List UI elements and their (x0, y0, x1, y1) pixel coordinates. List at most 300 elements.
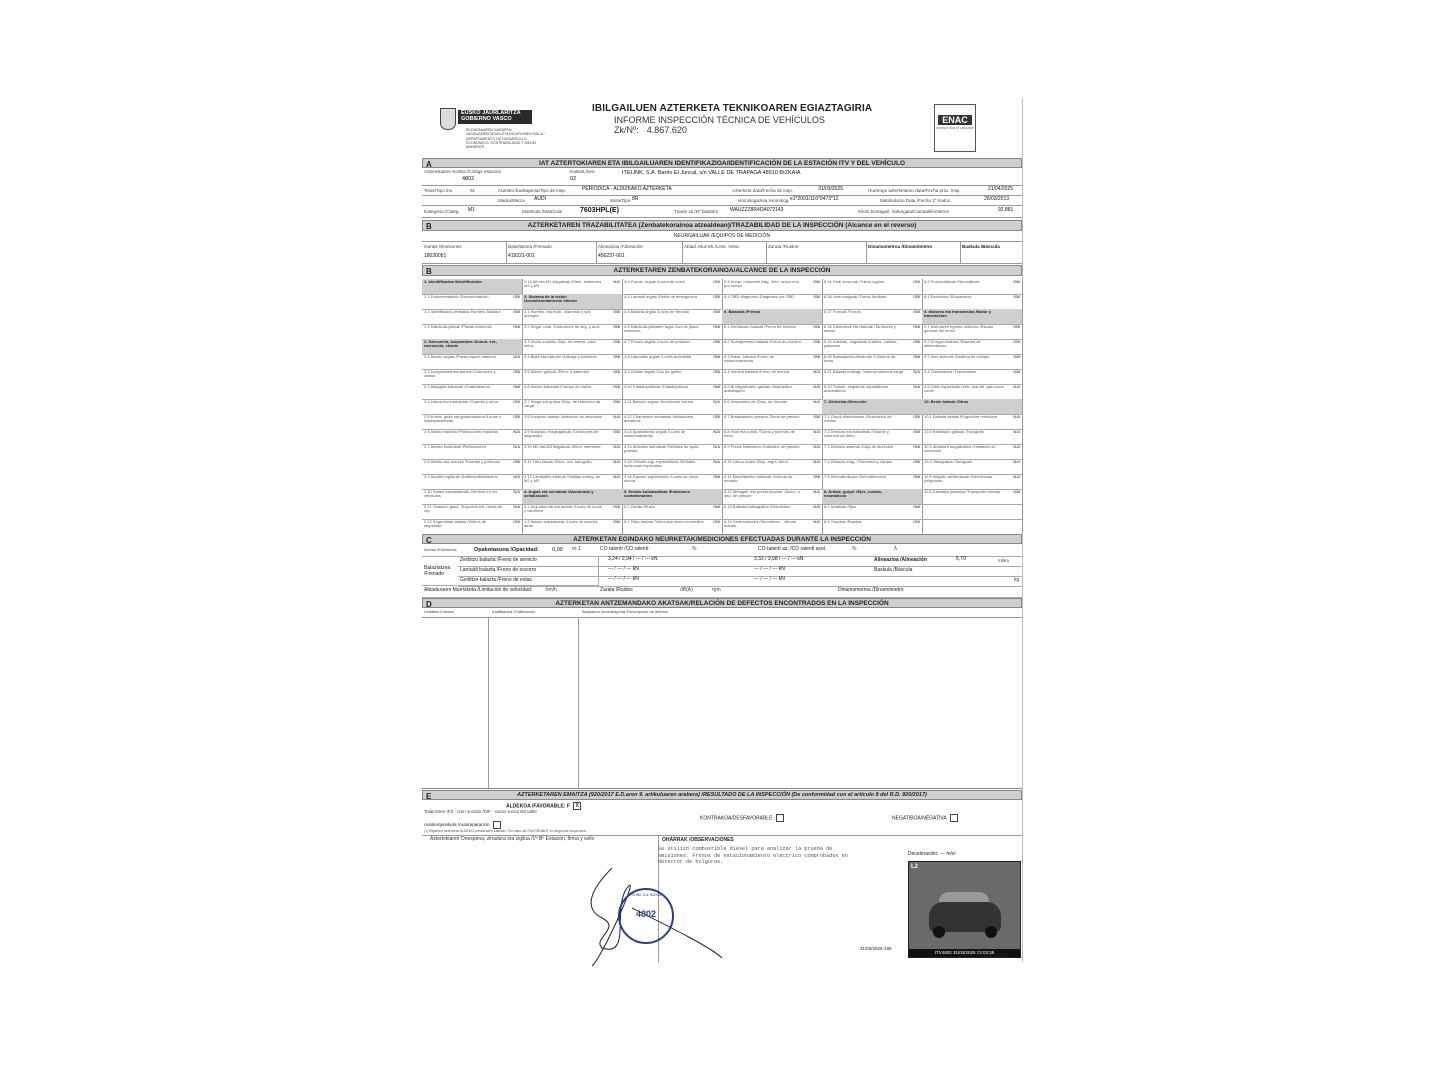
scope-item-result: N/A (813, 504, 820, 509)
defects-table (422, 618, 1022, 789)
scope-item-label: 6.9 Presio bateriaren /Indicador de presión (724, 444, 800, 449)
scope-item-label: 2.11 Osasuno gauz. /Soportes ext. rueda de rep. (424, 504, 503, 514)
speed-limit-label: Abiaduraren Murrizketa /Limitación de velocidad: (424, 587, 533, 593)
braking-label: Balaztatzea /Frenado (424, 565, 451, 577)
equipment-header: Balaztatzea /Frenado (508, 244, 552, 249)
scope-item-result: 056 (1013, 489, 1020, 494)
scope-item-result: N/A (813, 384, 820, 389)
scope-item-label: 9.2 Erregai sistema /Sistema de alimentación (924, 339, 981, 349)
scope-item-label: 10.5 Ibilgailu arriskutsuak /Mercancías peligrosas (924, 474, 993, 484)
scope-column (622, 279, 723, 534)
brand-value: AUDI (534, 196, 546, 202)
lambda-label: λ (894, 546, 897, 552)
scope-item-label: 6.18 Danborrak eta diskoak /Tambores y discos (824, 324, 896, 334)
scope-item-label: 10.1 Balazta ainkak /Enganche remolque (924, 414, 997, 419)
scope-column (422, 279, 523, 534)
scope-item (922, 324, 1022, 340)
scope-item-label: 6.19 Kableak, hagaxkak /Cables, varillas, palancas (824, 339, 898, 349)
number-label: Zk/Nº: (614, 124, 639, 135)
scope-item (522, 324, 622, 340)
emergency-brake-label: Larrialdi balazta /Freno de socorro (460, 567, 537, 573)
signature-label: Aztertokiaren Onespena, zinadura eta zigilua /Vº Bº Estación, firma y sello (430, 836, 595, 842)
section-letter: D (426, 600, 432, 609)
scope-item (722, 279, 822, 295)
scope-item (622, 504, 722, 520)
vehicle-row (422, 196, 1022, 206)
scope-item-result: 056 (613, 339, 620, 344)
scope-item-label: 10.6 Eskolako garraioa /Transporte escolar (924, 489, 1001, 494)
scope-item (422, 279, 522, 295)
scope-item (922, 474, 1022, 490)
scope-item-label: 4.10 Katadioptrikoak /Catadióptricos (624, 384, 689, 389)
scope-item-result: 056 (913, 294, 920, 299)
scope-item (422, 474, 522, 490)
section-b-header (422, 220, 1022, 231)
vehicle-photo (908, 861, 1021, 958)
scope-item (622, 369, 722, 385)
scope-item-result: 056 (713, 279, 720, 284)
scope-item-result: 056 (813, 354, 820, 359)
scope-item-label: 6.12 Metagail. eta presio-deposit. /Acum. o dep. de presión (724, 489, 801, 499)
scope-item-label: 3.2 Segur. uhal. /Cinturones de seg. y ancl. (524, 324, 601, 329)
scope-item-label: 2.2 Kanpoaldea eta aurrea /Carrocería y chasis (424, 369, 496, 379)
scope-item (622, 414, 722, 430)
scope-item-label: 1.1 Dokumentazioa /Documentación (424, 294, 489, 299)
scope-item (722, 339, 822, 355)
scope-item (722, 519, 822, 535)
previous-label: Aurreko ikuskapena/Tipo de insp. (498, 188, 567, 193)
opacity-unit: m-1 (572, 546, 581, 552)
scope-item-label: 6.4 Inertzia balazta /Freno de inercia (724, 369, 789, 374)
equipment-header: Alineazioa /Alineación (598, 244, 643, 249)
scope-item (922, 414, 1022, 430)
category-label: Kategoria /Categ. (424, 209, 460, 214)
alignment-label: Alineazioa /Alineación (874, 557, 927, 563)
co-accel-label: CO ralentí az. /CO ralentí acel. (758, 546, 827, 552)
noise-unit: dB(A) (680, 587, 693, 593)
scope-item-label: 7.3 Direkzio sistema /Caja de dirección (824, 444, 894, 449)
scope-item (522, 459, 622, 475)
scope-item-result: 056 (713, 339, 720, 344)
emissions-label: Isurtak /Emisiones (424, 547, 457, 552)
scope-item-result: N/A (1013, 474, 1020, 479)
scope-item-label: 2.10 Salteo-kausalaketak /Servicio en los vehículos (424, 489, 498, 499)
scope-item-result: N/A (913, 369, 920, 374)
scope-item (822, 279, 922, 295)
scope-item (722, 384, 822, 400)
scope-item-result: 056 (613, 399, 620, 404)
scope-item-label: 7.5 Servodirekzioa /Servodirección (824, 474, 886, 479)
autorepair-checkbox[interactable] (493, 821, 501, 829)
scope-item-label: 6.6 Dispositivo de /Disp. de frenado (724, 399, 788, 404)
scope-item (422, 384, 522, 400)
vin-label: Txasis zk./Nº bastidor (674, 209, 719, 214)
scope-item-label: 4.16 Egunez argiztatzeko /Luces de circul. diurna (624, 474, 700, 484)
scope-item (922, 444, 1022, 460)
previous-value: PERIODICA - ALDIZKAKO AZTERKETA (582, 186, 672, 192)
scope-item-result: N/A (613, 414, 620, 419)
scope-item-result: 056 (613, 309, 620, 314)
scope-item (422, 399, 522, 415)
scope-item (922, 339, 1022, 355)
deceleration-label: Deceleración: (908, 851, 939, 857)
section-e-header (422, 790, 1022, 800)
coat-of-arms-icon (440, 108, 456, 130)
scope-item-result: N/A (1013, 444, 1020, 449)
scope-item-label: 2.5 Kristal, geila eta gardentasuna /Lunas y limpiaparabrisas (424, 414, 501, 424)
scope-item (922, 399, 1022, 415)
scope-item (822, 339, 922, 355)
scope-item-result: 056 (1013, 294, 1020, 299)
scope-item (722, 444, 822, 460)
scope-item (722, 414, 822, 430)
scope-item-label: 9.1 Motoraren egoera orokorra /Estado general del motor (924, 324, 994, 334)
scope-item-label: 3.3 Uholo eusteko /Dsp. de retenci. para niños (524, 339, 596, 349)
scope-item-label: 9.4 Transmisioa /Transmisión (924, 369, 977, 374)
scope-item (822, 414, 922, 430)
section-b-scope-header (422, 265, 1022, 276)
scope-item-label: 6.10 Liburu baten /Disp. regul. freno (724, 459, 788, 464)
parking-brake-e2: --- / --- / --- kN (754, 576, 785, 582)
scope-item-label: 6.8 Hodi eta zuriak /Tubos y tuberías de freno (724, 429, 795, 439)
scope-item (522, 384, 622, 400)
scope-item (622, 294, 722, 310)
scope-item-label: 2. Karrozeria, kanpoaldea /Acond. ext., carrocería, chasis (424, 339, 498, 349)
section-title: AZTERKETAN EGINDAKO NEURKETAK/MEDICIONES EFECTUADAS DURANTE LA INSPECCIÓN (573, 536, 871, 543)
section-title: AZTERKETAN ANTZEMANDAKO AKATSAK/RELACIÓN DE DEFECTOS ENCONTRADOS EN LA INSPECCIÓN (555, 600, 889, 607)
scope-item-label: 2.1 Atzeko argiak /Parachoques traseros (424, 354, 497, 359)
scope-item (522, 414, 622, 430)
photo-caption: ITV4802 31/03/2025 12:03:35 (909, 949, 1020, 957)
scope-item (922, 369, 1022, 385)
enac-sub: INSPECCIÓN Nº 165/EI335 (936, 126, 974, 131)
scope-item-label: 5. Emisio kutsatzaileak /Emisiones contaminantes (624, 489, 690, 499)
scope-item-result: 056 (913, 279, 920, 284)
registration-date: 26/03/2013 (984, 196, 1010, 202)
scope-item-result: 056 (513, 519, 520, 524)
scope-item-result: N/A (713, 444, 720, 449)
scope-item-label: 6.13 Balazta bultzagailua /Servofreno (724, 504, 791, 509)
scope-column (822, 279, 923, 534)
scope-item-label: 10.4 Takografoa /Tacógrafo (924, 459, 973, 464)
equipment-header: Dinamometroa /Dinamómetro (868, 244, 933, 249)
scope-item-result: N/A (613, 444, 620, 449)
co-label: CO ralentí /CO ralentí: (600, 546, 650, 552)
scope-column (522, 279, 623, 534)
scope-item-result: 056 (913, 324, 920, 329)
scope-item-label: 9. Motorea eta transmisioa /Motor y transmisión (924, 309, 992, 319)
scope-item-label: 9.3 Ihes sistema /Sistema de escape (924, 354, 990, 359)
scope-item-label: 3.6 Atzeko babesak /Campo de visión (524, 384, 591, 389)
scope-item-result: 056 (1013, 324, 1020, 329)
scope-item (422, 414, 522, 430)
stamp-ring-text: ITELINK S.A. BIZKAIA (628, 893, 664, 897)
scope-item-result: N/A (813, 399, 820, 404)
scope-item-result: 056 (613, 429, 620, 434)
scope-item-result: 056 (513, 459, 520, 464)
noise-label: Zarata /Ruidos (600, 587, 633, 593)
scope-item (722, 369, 822, 385)
scope-item (622, 339, 722, 355)
negative-checkbox[interactable] (950, 814, 958, 822)
scope-item (422, 309, 522, 325)
scope-item-result: 056 (913, 474, 920, 479)
scope-item (422, 459, 522, 475)
scope-item-label: 2.4 Lotura eta euskarriak /Guardia y otros (424, 399, 498, 404)
scope-item-label: 1.3 Matrikula-plakak /Placas matrícula (424, 324, 492, 329)
scope-item-result: 056 (513, 399, 520, 404)
scope-item (522, 279, 622, 295)
scope-item-label: 4.9 Gelditu argiak /Luz de gálibo (624, 369, 682, 374)
scope-item-label: 3.1 Eserlek. eta eusk. /Asientos y sus anclajes (524, 309, 591, 319)
scope-item-result: 056 (913, 309, 920, 314)
scope-item-label: 4.4 Larrialdi argiak /Señal de emergencia (624, 294, 697, 299)
scope-item-label: 6.1 Zerbitzuko balazta /Freno de servicio (724, 324, 797, 329)
scope-item-result: 056 (713, 504, 720, 509)
section-d-header (422, 598, 1022, 608)
scope-item-label: 3.8 Kanpoko aldean /Indicador de velocidad (524, 414, 602, 419)
scope-item (722, 324, 822, 340)
scope-item-label: 6.17 Forruak /Forros (824, 309, 861, 314)
scope-item-result: 056 (713, 414, 720, 419)
scope-item (422, 294, 522, 310)
scope-item (422, 339, 522, 355)
scope-item-label: 6.5 Bi ibilgailurako gailuak /Dispositivo antibloqueo (724, 384, 792, 394)
scope-item-label: 7.1 Gurpil direkzioaren /Desviación de ruedas (824, 414, 892, 424)
scope-item-result: 056 (513, 294, 520, 299)
scope-item-label: 2.8 Atzeko eta aurreko /Puertas y portones (424, 459, 500, 464)
defects-col-unit: Unitatea /Unidad (424, 609, 454, 614)
homologation-label: Homologazioa /Homolog. (738, 198, 790, 203)
scope-item-label: 5.3 Konpr. motoreen ibilg. /Veh. motor enc. por compr. (724, 279, 800, 289)
speed-noise-row (422, 586, 1022, 598)
station-code: 4802 (462, 176, 475, 182)
scope-item (722, 309, 822, 325)
scope-item (422, 489, 522, 505)
scope-item-result: 056 (813, 324, 820, 329)
scope-item-result: 056 (913, 429, 920, 434)
scope-item-label: 6.11 Balaztatzeko balbulak /Válvula de frenado (724, 474, 793, 484)
scope-item-result: 056 (913, 444, 920, 449)
alignment-unit: m/km (998, 558, 1009, 563)
section-title: AZTERKETAREN TRAZABILITATEA (Zenbatekorainoa atzealdean)/TRAZABILIDAD DE LA INSPECCIÓN (Alcance en el reverso) (527, 222, 917, 229)
scope-item-label: 6.3 Estac. balazta /Freno de estacionamiento (724, 354, 775, 364)
scope-item-label: 8. Ardatz, gurpil. /Ejes, ruedas, neumáticos (824, 489, 883, 499)
section-letter: A (426, 160, 432, 169)
scope-item (522, 504, 622, 520)
scope-item-result: 056 (913, 459, 920, 464)
equipment-title: NEURGAILUAK /EQUIPOS DE MEDICIÓN (673, 233, 771, 239)
scope-item-result: N/A (613, 459, 620, 464)
equipment-header: Ablad. Murrizk./Limit. Veloc. (684, 244, 741, 249)
scope-item (522, 474, 622, 490)
parking-brake-e1: --- / --- / --- kN (608, 576, 639, 582)
title-eu: IBILGAILUEN AZTERKETA TEKNIKOAREN EGIAZTAGIRIA (592, 103, 873, 114)
scope-item (622, 459, 722, 475)
scope-item-label: 4.5 Balazta argiak /Luces de frenado (624, 309, 690, 314)
gov-name-es: GOBIERNO VASCO (461, 116, 512, 123)
scope-item (922, 429, 1022, 445)
scope-item-label: 6.2 Sorospeneko balazta /Freno de socorro (724, 339, 801, 344)
line-label: Kalea/Línea (570, 169, 595, 174)
date-value: 31/03/2025 (818, 186, 844, 192)
scope-item-result: 056 (713, 474, 720, 479)
scope-item-result: N/A (613, 279, 620, 284)
scope-item-label: 4.8 Lainoaldo argiak /Luces antiniebla (624, 354, 692, 359)
scope-item (822, 474, 922, 490)
scope-item-label: 3.7 Karga eta gunea /Disp. de retención de carga (524, 399, 601, 409)
co-unit: % (692, 546, 697, 552)
scope-item (822, 384, 922, 400)
unfavorable-checkbox[interactable] (776, 814, 784, 822)
scope-item (622, 384, 722, 400)
scope-item-label: 4.3 Gurutz. argiak /Luces de cruce (624, 279, 686, 284)
next-date-label: Hurrengo azterketaren data/Fecha próx. insp. (868, 188, 961, 193)
station-name: ITELINK, S.A. Barrio El Juncal, s/n VALLE DE TRAPAGA 48510 BIZKAIA (622, 170, 801, 176)
gov-logo (440, 106, 560, 150)
homologation-value: e1*2001/116*0473*12 (790, 196, 839, 202)
scope-item-label: 3.11 Tren kutxak /Elem. incl. tacógrafo (524, 459, 592, 464)
scope-item (522, 519, 622, 535)
scope-item-result: 056 (913, 339, 920, 344)
equipment-table (422, 242, 1022, 264)
date-label: Azterketa data/Fecha de insp. (732, 188, 794, 193)
scope-item-result: 056 (613, 324, 620, 329)
scope-item-result: N/A (1013, 429, 1020, 434)
scope-item (422, 504, 522, 520)
scope-item-label: 5.2 Tsiko motore /Vehículos motor encendido (624, 519, 704, 524)
observations-text: Se utilizó combustible diésel para analizar la prueba de emisiones. Frenos de estacionamiento eléctrico comprobados en detector de holguras. (658, 846, 848, 865)
scope-item-result: 056 (513, 384, 520, 389)
speed-unit: km/h (546, 587, 557, 593)
scope-item-result: 056 (613, 354, 620, 359)
scope-item-label: 9.5 Gailu espezialak /Veh. que util. gas como comb. (924, 384, 1004, 394)
scope-item (822, 444, 922, 460)
scope-item (522, 399, 622, 415)
photo-label: L2 (911, 864, 919, 870)
report-title (592, 103, 882, 135)
bottom-code: 31/03/2025-195 (860, 946, 892, 951)
scope-item-result: 056 (813, 279, 820, 284)
service-brake-e1: 3,24 / 2,94 / --- / --- kN (608, 556, 658, 562)
scope-item-result: 056 (613, 384, 620, 389)
vin-value: WAUZZZ8R4DA072143 (730, 207, 784, 213)
scope-item-result: 056 (513, 324, 520, 329)
scope-item (622, 489, 722, 505)
scope-item-label: 8.2 Gurpilak /Ruedas (824, 519, 862, 524)
model-label: Mota/Tipo (610, 198, 631, 203)
scope-item (822, 459, 922, 475)
scope-item-label: 4.11 Barruko argiak /Alumbrado interior (624, 399, 694, 404)
scope-item (822, 429, 922, 445)
scope-item-label: 5.4 OBD diagnosia /Diagnosis por OBD (724, 294, 795, 299)
plate-value: 7603HPL(E) (580, 207, 619, 214)
inspection-type: 01 (470, 188, 476, 193)
scope-item-label: 8.1 Ardatzak /Ejes (824, 504, 857, 509)
result-unfavorable (700, 814, 784, 822)
result-negative (892, 814, 958, 822)
stamp-number: 4802 (635, 909, 657, 919)
emergency-brake-e2: --- / --- / --- kN (754, 566, 785, 572)
scope-item (922, 279, 1022, 295)
scope-item (622, 354, 722, 370)
scope-item-result: 056 (1013, 369, 1020, 374)
enac-logo (934, 104, 976, 152)
scope-item-result: N/A (513, 474, 520, 479)
scope-item-label: 6.15 Hodi zurrunak /Tubos rígidos (824, 279, 885, 284)
scope-item-result: 056 (513, 369, 520, 374)
scope-item (622, 399, 722, 415)
equipment-header: Baskula /Báscula (962, 244, 1000, 249)
scope-item-result: N/A (513, 504, 520, 509)
inspection-type-row (422, 186, 1022, 196)
equipment-header: Isurtak /Emisiones (424, 244, 462, 249)
km-label: Kilom.kontagail. irakurgaia/Cuentakilómetros (858, 209, 949, 214)
scope-item-result: N/A (813, 459, 820, 464)
scope-item-result: N/A (713, 399, 720, 404)
service-brake-e2: 3,32 / 3,08 / --- / --- kN (754, 556, 804, 562)
scope-item-label: 10. Beste batzuk /Otros (924, 399, 969, 404)
brand-label: Marka/Marca (498, 198, 525, 203)
autorepair (424, 821, 501, 829)
number-value: 4.867.620 (646, 124, 687, 135)
scope-item (722, 354, 822, 370)
scope-item-result: N/A (813, 519, 820, 524)
scope-item-label: 10.3 Abiadura mugatzailea /Limitador de velocidad (924, 444, 996, 454)
scope-column (722, 279, 823, 534)
favorable-checkbox[interactable]: X (573, 802, 581, 810)
section-letter: B (426, 267, 432, 276)
inspection-report (422, 98, 1023, 962)
km-value: 92.881 (998, 207, 1014, 213)
scope-item-label: 6.7 Balaztatzeko presioa /Toma de presión (724, 414, 800, 419)
scope-item-result: 056 (913, 519, 920, 524)
scope-item-result: N/A (513, 429, 520, 434)
scope-item-label: 6.14 Serbomotorea /Servofreno - cilindro mando (724, 519, 797, 529)
section-letter: C (426, 536, 432, 545)
scope-item (822, 519, 922, 535)
opacity-label: Opakotasuna /Opacidad: (474, 547, 539, 553)
scope-item (622, 429, 722, 445)
negative-label: NEGATIBOA/NEGATIVA (892, 815, 947, 822)
gov-name (458, 110, 532, 124)
scope-item-label: 4.14 Abisatze seinaleak /Señales de apert. puertas (624, 444, 700, 454)
scope-item-result: N/A (813, 369, 820, 374)
scope-item (922, 384, 1022, 400)
unfavorable-label: KONTRAKOA/DESFAVORABLE (700, 815, 773, 822)
defects-header-row (422, 608, 1022, 618)
scope-item (922, 504, 1022, 520)
scope-item-result: N/A (813, 444, 820, 449)
scope-item-label: 6.16 Hodi malguak /Tubos flexibles (824, 294, 887, 299)
registration-date-label: Matrikulazio Data /Fecha 1ª matric. (880, 198, 952, 203)
scope-item (822, 399, 922, 415)
scope-item-label: 1. Identifikazioa /Identificación (424, 279, 482, 284)
car-wheel-icon (933, 926, 945, 938)
scope-item-label: 3.9 Kanpoko eragingailuak /Cinturones de seguridad (524, 429, 599, 439)
scope-item (722, 399, 822, 415)
scope-item-result: N/A (813, 429, 820, 434)
defects-col-rating: Kalifikazioa /Calificación (492, 609, 535, 614)
section-c-header (422, 534, 1022, 544)
scope-item (522, 489, 622, 505)
scope-item (422, 354, 522, 370)
scope-item (922, 489, 1022, 505)
scope-item-result: 056 (713, 384, 720, 389)
scope-item (622, 444, 722, 460)
scope-item-label: 5.1 Zarata /Ruido (624, 504, 655, 509)
inspection-type-label: Tenis/Tipo ins. (424, 188, 454, 193)
